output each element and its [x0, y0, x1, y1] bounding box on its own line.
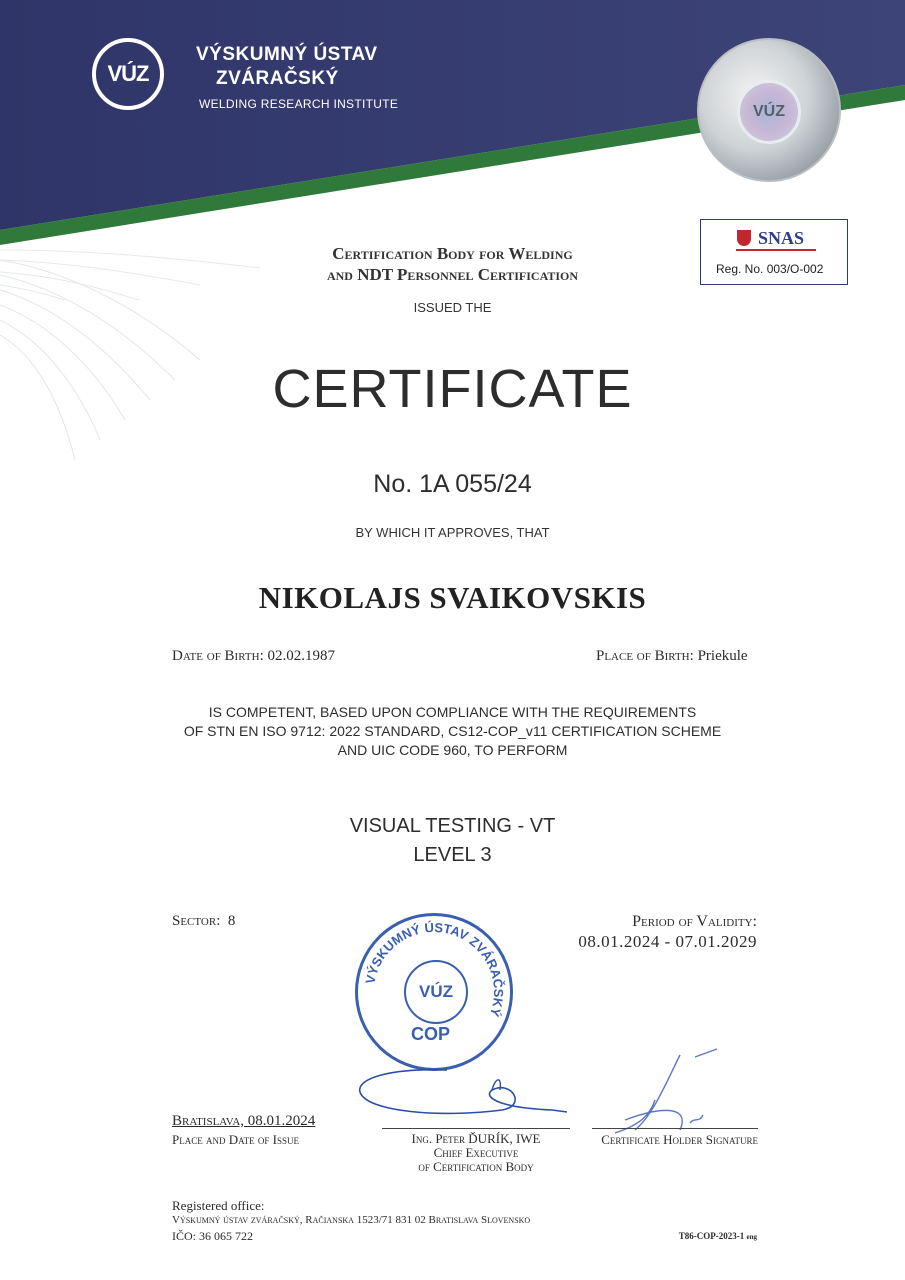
method-name: VISUAL TESTING - VT: [349, 815, 556, 837]
executive-signature: [352, 1060, 572, 1125]
executive-line: [382, 1128, 570, 1129]
date-of-birth-label: Date of Birth:: [172, 648, 264, 664]
holder-name: NIKOLAJS SVAIKOVSKIS: [258, 580, 647, 615]
executive-role1: Chief Executive: [433, 1145, 519, 1160]
registered-office-label: Registered office:: [172, 1198, 265, 1213]
institute-name-line1: VÝSKUMNÝ ÚSTAV: [196, 44, 378, 65]
certification-body-line1: Certification Body for Welding: [332, 244, 573, 263]
holder-signature: [595, 1045, 735, 1145]
issue-block: [172, 1113, 330, 1148]
date-of-birth-value: 02.02.1987: [267, 648, 335, 664]
competence-line1: IS COMPETENT, BASED UPON COMPLIANCE WITH THE REQUIREMENTS: [208, 704, 697, 720]
institute-name-line2: ZVÁRAČSKÝ: [216, 68, 339, 89]
holder-signature-line: [592, 1128, 758, 1129]
sector-label: Sector:: [172, 913, 221, 929]
date-of-birth: [172, 648, 335, 665]
hologram-logo: VÚZ: [737, 80, 801, 144]
issue-label: Place and Date of Issue: [172, 1132, 299, 1147]
place-of-birth: [596, 648, 748, 665]
validity-label: Period of Validity:: [632, 913, 757, 930]
certificate-title: CERTIFICATE: [272, 359, 633, 419]
issued-the: ISSUED THE: [413, 300, 492, 315]
place-of-birth-label: Place of Birth:: [596, 648, 694, 664]
stamp-cop: COP: [411, 1024, 451, 1044]
certificate-number: No. 1A 055/24: [373, 470, 532, 498]
stamp-logo: VÚZ: [404, 960, 468, 1024]
competence-line3: AND UIC CODE 960, TO PERFORM: [337, 742, 568, 758]
vuz-logo: VÚZ: [92, 38, 164, 110]
certification-body-line2: and NDT Personnel Certification: [326, 265, 579, 284]
approves-text: BY WHICH IT APPROVES, THAT: [355, 525, 550, 540]
issue-place-date: Bratislava, 08.01.2024: [172, 1113, 316, 1129]
place-of-birth-value: Priekule: [697, 648, 748, 664]
snas-name: SNAS: [758, 228, 805, 248]
holder-signature-label: Certificate Holder Signature: [601, 1132, 758, 1147]
form-code-lang: eng: [746, 1233, 757, 1241]
validity-value: 08.01.2024 - 07.01.2029: [578, 932, 757, 951]
executive-role2: of Certification Body: [418, 1159, 534, 1174]
form-code-value: T86-COP-2023-1: [678, 1231, 745, 1241]
method-level: LEVEL 3: [413, 844, 492, 866]
institute-name-english: WELDING RESEARCH INSTITUTE: [199, 97, 399, 111]
executive-name: Ing. Peter ĎURÍK, IWE: [411, 1131, 541, 1146]
stamp-text: VÝSKUMNÝ ÚSTAV ZVÁRAČSKÝ: [362, 919, 507, 1019]
competence-line2: OF STN EN ISO 9712: 2022 STANDARD, CS12-COP_v11 CERTIFICATION SCHEME: [183, 723, 722, 739]
sector: [172, 913, 235, 930]
sector-value: 8: [227, 913, 236, 929]
form-code: [660, 1231, 757, 1241]
snas-registration: Reg. No. 003/O-002: [716, 262, 824, 276]
executive-block: [370, 1132, 582, 1174]
registered-address: Výskumný ústav zváračský, Račianska 1523/71 831 02 Bratislava Slovensko: [172, 1214, 531, 1226]
company-id: IČO: 36 065 722: [172, 1229, 253, 1243]
